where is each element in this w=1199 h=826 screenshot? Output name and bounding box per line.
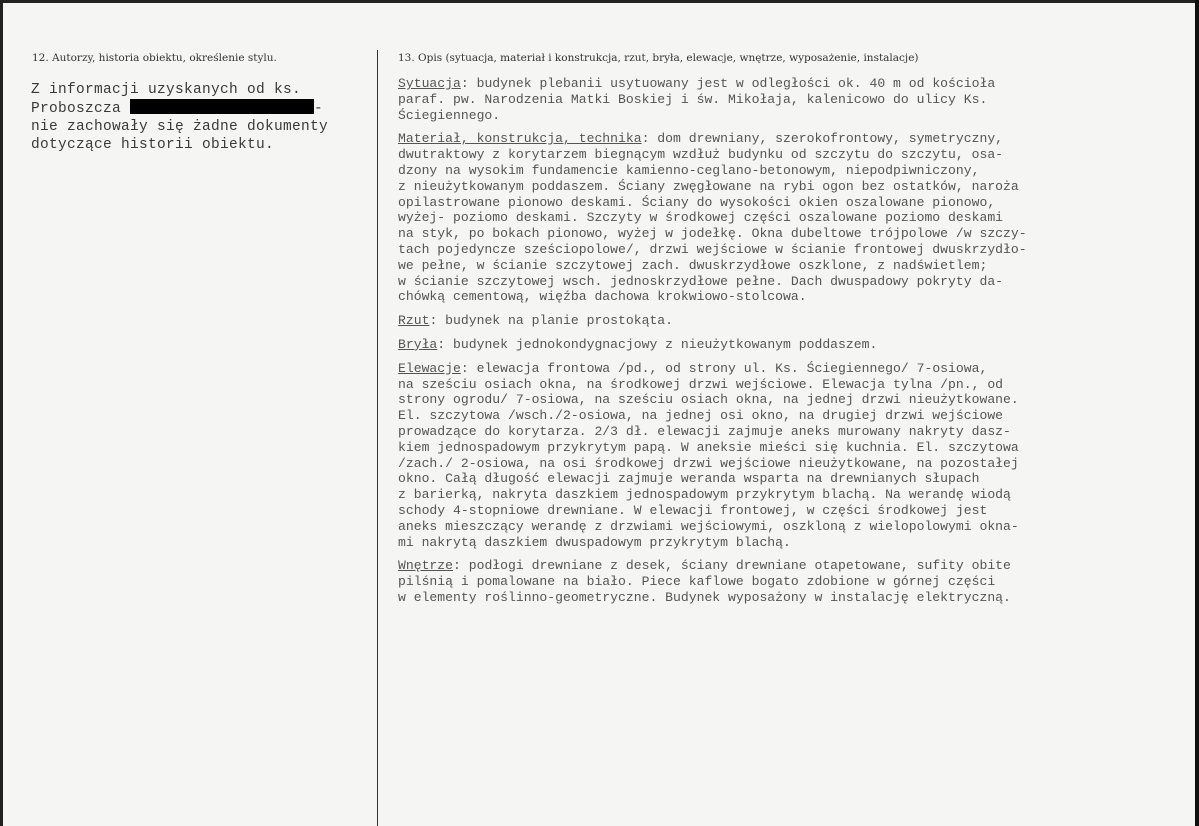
paragraph-line: prowadzące do korytarza. 2/3 dł. elewacji zajmuje aneks murowany nakryty dasz- bbox=[398, 423, 1011, 439]
paragraph-line: z barierką, nakryta daszkiem jednospadowym przykrytym blachą. Na werandę wiodą bbox=[398, 487, 1011, 503]
paragraph-line: /zach./ 2-osiowa, na osi środkowej drzwi wejściowe nieużytkowane, na pozostałej bbox=[398, 455, 1019, 471]
section-12-heading: 12. Autorzy, historia obiektu, określenie stylu. bbox=[32, 52, 277, 64]
paragraph-line: wyżej- poziomo deskami. Szczyty w środkowej części oszalowane poziomo deskami bbox=[398, 210, 1004, 226]
paragraph-line: Materiał, konstrukcja, technika: dom drewniany, szerokofrontowy, symetryczny, bbox=[398, 131, 1004, 147]
paragraph-line: Ściegiennego. bbox=[398, 107, 501, 123]
history-line: Z informacji uzyskanych od ks. bbox=[31, 82, 302, 98]
left-border bbox=[0, 0, 3, 826]
paragraph-line: El. szczytowa /wsch./2-osiowa, na jednej osi okno, na drugiej drzwi wejściowe bbox=[398, 408, 1004, 424]
paragraph-line: Wnętrze: podłogi drewniane z desek, ściany drewniane otapetowane, sufity obite bbox=[398, 558, 1011, 574]
paragraph-line: okno. Całą długość elewacji zajmuje weranda wsparta na drewnianych słupach bbox=[398, 471, 980, 487]
paragraph-rzut bbox=[398, 313, 1188, 329]
paragraph-line: strony ogrodu/ 7-osiowa, na sześciu osiach okna, na jednej drzwi nieużytkowane. bbox=[398, 392, 1019, 408]
paragraph-line: z nieużytkowanym poddaszem. Ściany zwęgłowane na rybi ogon bez ostatków, naroża bbox=[398, 178, 1019, 194]
paragraph-wnetrze bbox=[398, 558, 1188, 605]
sytuacja-label: Sytuacja bbox=[398, 76, 461, 91]
paragraph-line: Bryła: budynek jednokondygnacjowy z nieużytkowanym poddaszem. bbox=[398, 336, 878, 352]
paragraph-line: schody 4-stopniowe drewniane. W elewacji frontowej, w części środkowej jest bbox=[398, 502, 988, 518]
paragraph-line: opilastrowane pionowo deskami. Ściany do wysokości okien oszalowane pionowo, bbox=[398, 194, 996, 210]
history-line-end: - bbox=[314, 101, 324, 117]
top-border bbox=[0, 0, 1199, 3]
paragraph-line: w elementy roślinno-geometryczne. Budynek wyposażony w instalację elektryczną. bbox=[398, 589, 1011, 605]
history-line: dotyczące historii obiektu. bbox=[31, 137, 275, 153]
paragraph-line: w ścianie szczytowej wsch. jednoskrzydłowe pełne. Dach dwuspadowy pokryty da- bbox=[398, 273, 1004, 289]
paragraph-line: tach pojedyncze sześciopolowe/, drzwi wejściowe w ścianie frontowej dwuskrzydło- bbox=[398, 241, 1027, 257]
history-line bbox=[31, 99, 371, 118]
history-line: nie zachowały się żadne dokumenty bbox=[31, 119, 329, 135]
paragraph-line: na styk, po bokach pionowo, wyżej w jodełkę. Okna dubeltowe trójpolowe /w szczy- bbox=[398, 226, 1027, 242]
paragraph-line: Rzut: budynek na planie prostokąta. bbox=[398, 313, 674, 329]
material-label: Materiał, konstrukcja, technika bbox=[398, 131, 642, 147]
elewacje-label: Elewacje bbox=[398, 360, 461, 376]
column-divider bbox=[377, 50, 378, 826]
paragraph-line: na sześciu osiach okna, na środkowej drzwi wejściowe. Elewacja tylna /pn., od bbox=[398, 376, 1004, 392]
section-12-text bbox=[31, 81, 371, 154]
section-13-text bbox=[398, 76, 1188, 614]
paragraph-bryla bbox=[398, 337, 1188, 353]
wnetrze-label: Wnętrze bbox=[398, 558, 454, 574]
paragraph-line: dwutraktowy z korytarzem biegnącym wzdłuż budynku od szczytu do szczytu, osa- bbox=[398, 147, 1004, 163]
redaction-bar bbox=[130, 99, 314, 114]
section-13-heading: 13. Opis (sytuacja, materiał i konstrukcja, rzut, bryła, elewacje, wnętrze, wyposażenie, instalacje) bbox=[398, 52, 919, 64]
paragraph-line: we pełne, w ścianie szczytowej zach. dwuskrzydłowe oszklone, z nadświetlem; bbox=[398, 257, 988, 273]
paragraph-line: paraf. pw. Narodzenia Matki Boskiej i św. Mikołaja, kalenicowo do ulicy Ks. bbox=[398, 91, 988, 107]
paragraph-elewacje bbox=[398, 361, 1188, 551]
history-line-start: Proboszcza bbox=[31, 101, 131, 117]
paragraph-line: kiem jednospadowym przykrytym papą. W aneksie mieści się kuchnia. El. szczytowa bbox=[398, 439, 1019, 455]
paragraph-line: dzony na wysokim fundamencie kamienno-ceglano-betonowym, niepodpiwniczony, bbox=[398, 162, 980, 178]
paragraph-line: Elewacje: elewacja frontowa /pd., od strony ul. Ks. Ściegiennego/ 7-osiowa, bbox=[398, 360, 988, 376]
rzut-label: Rzut bbox=[398, 313, 430, 329]
bryla-label: Bryła bbox=[398, 336, 438, 352]
paragraph-material bbox=[398, 131, 1188, 305]
paragraph-line: mi nakrytą daszkiem dwuspadowym przykrytym blachą. bbox=[398, 534, 791, 550]
paragraph-sytuacja bbox=[398, 76, 1188, 123]
paragraph-line: aneks mieszczący werandę z drzwiami wejściowymi, oszkloną z wielopolowymi okna- bbox=[398, 518, 1019, 534]
right-border bbox=[1195, 0, 1199, 826]
paragraph-line: chówką cementową, więźba dachowa krokwiowo-stolcowa. bbox=[398, 289, 807, 305]
paragraph-line: pilśnią i pomalowane na biało. Piece kaflowe bogato zdobione w górnej części bbox=[398, 574, 996, 590]
paragraph-line: Sytuacja: budynek plebanii usytuowany jest w odległości ok. 40 m od kościoła bbox=[398, 76, 996, 91]
